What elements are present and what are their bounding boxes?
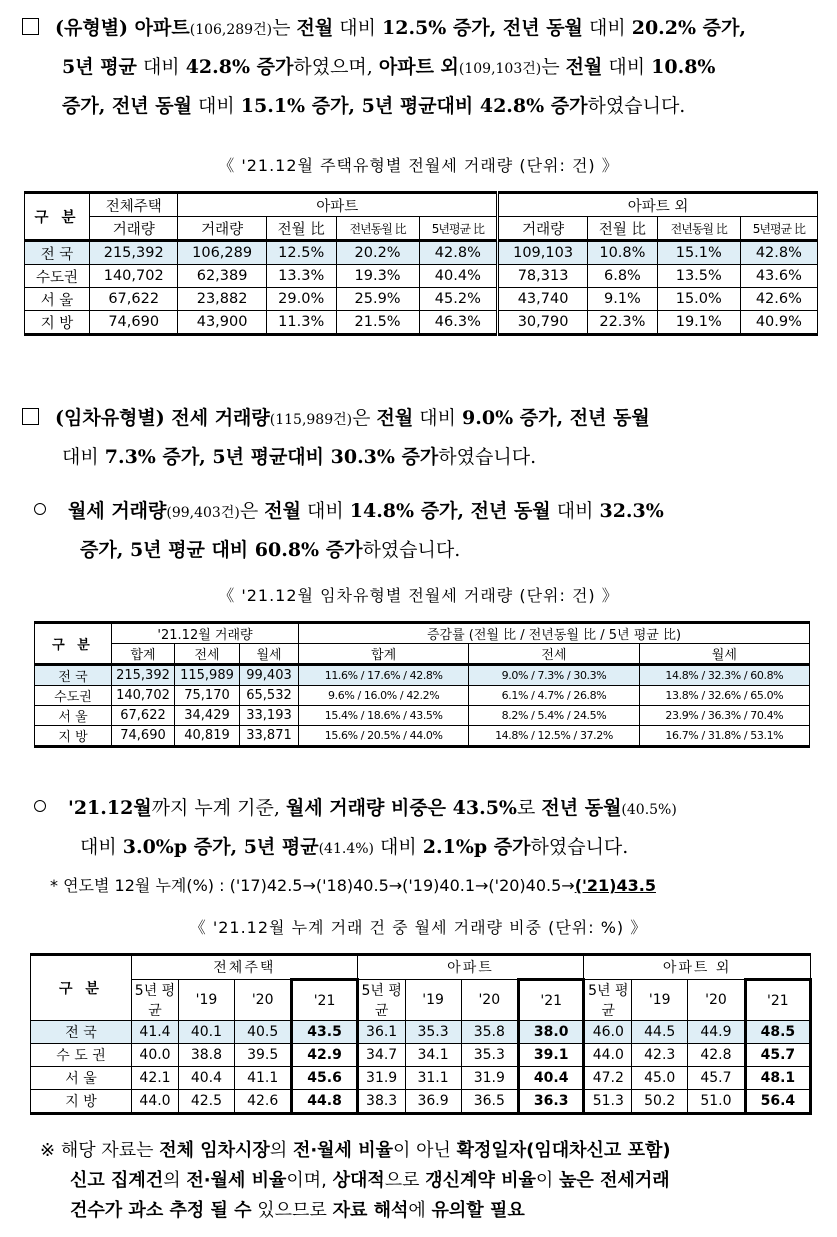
cell: 40,819: [175, 726, 240, 747]
header-period: '21.12월 거래량: [112, 623, 299, 644]
header-avg5: 5년평균 比: [740, 217, 817, 241]
table-row: [25, 311, 818, 335]
header-y21: '21: [745, 980, 810, 1021]
cell: 39.1: [519, 1044, 584, 1067]
table-row: [25, 288, 818, 311]
cell: 74,690: [112, 726, 175, 747]
row-label: 지 방: [25, 311, 90, 335]
cell: 35.8: [461, 1021, 519, 1044]
cell: 42.3: [632, 1044, 688, 1067]
cell: 31.9: [357, 1067, 405, 1090]
header-mom: 전월 比: [588, 217, 658, 241]
cell: 215,392: [90, 241, 178, 265]
cell: 42.8%: [419, 241, 498, 265]
table-row: [35, 706, 810, 726]
cell: 38.0: [519, 1021, 584, 1044]
row-label: 서 울: [31, 1067, 132, 1090]
header-wolse: 월세: [240, 644, 299, 665]
header-apt: 아파트: [178, 193, 498, 217]
cell: 40.9%: [740, 311, 817, 335]
header-y19: '19: [405, 980, 461, 1021]
cell: 75,170: [175, 686, 240, 706]
cell: 109,103: [498, 241, 588, 265]
cell: 46.0: [584, 1021, 632, 1044]
cell: 44.9: [688, 1021, 746, 1044]
cell: 43,740: [498, 288, 588, 311]
cell: 19.3%: [336, 265, 419, 288]
cell: 45.7: [745, 1044, 810, 1067]
cell: 19.1%: [657, 311, 740, 335]
header-avg5: 5년 평균: [584, 980, 632, 1021]
header-change: 증감률 (전월 比 / 전년동월 比 / 5년 평균 比): [299, 623, 810, 644]
cell: 36.3: [519, 1090, 584, 1114]
monthly-rent-share-table: [30, 953, 812, 1115]
cell: 43.5: [292, 1021, 357, 1044]
cell: 140,702: [90, 265, 178, 288]
cell: 48.1: [745, 1067, 810, 1090]
cell: 115,989: [175, 665, 240, 686]
cell: 34.1: [405, 1044, 461, 1067]
cell: 99,403: [240, 665, 299, 686]
cell: 35.3: [461, 1044, 519, 1067]
table-row: [35, 665, 810, 686]
cell: 15.1%: [657, 241, 740, 265]
row-label: 전 국: [25, 241, 90, 265]
table-row: [31, 1021, 811, 1044]
table-row: [35, 726, 810, 747]
cell: 42.1: [132, 1067, 179, 1090]
cell: 23,882: [178, 288, 266, 311]
housing-type-table: [24, 191, 818, 336]
cell: 45.2%: [419, 288, 498, 311]
paragraph-housing-type: (유형별) 아파트(106,289건)는 전월 대비 12.5% 증가, 전년 동월 대비 20.2% 증가, 5년 평균 대비 42.8% 증가하였으며, 아파트 외(109,103건)는 전월 대비 10.8% 증가, 전년 동월 대비 15.1% 증가, 5년 평균대비 42.8% 증가하였습니다.: [22, 10, 822, 125]
row-label: 수도권: [25, 265, 90, 288]
cell: 42.8%: [740, 241, 817, 265]
table-row: [35, 686, 810, 706]
cell: 43,900: [178, 311, 266, 335]
cell: 106,289: [178, 241, 266, 265]
cell: 42.9: [292, 1044, 357, 1067]
table-row: [31, 1090, 811, 1114]
cell: 15.0%: [657, 288, 740, 311]
cell: 21.5%: [336, 311, 419, 335]
table1-caption: 《 '21.12월 주택유형별 전월세 거래량 (단위: 건) 》: [218, 156, 619, 175]
table-row: [25, 265, 818, 288]
cell: 6.8%: [588, 265, 658, 288]
cell: 47.2: [584, 1067, 632, 1090]
cell: 30,790: [498, 311, 588, 335]
header-y20: '20: [688, 980, 746, 1021]
lease-type-table: [34, 621, 810, 748]
cell: 36.1: [357, 1021, 405, 1044]
cell: 62,389: [178, 265, 266, 288]
table2-caption: 《 '21.12월 임차유형별 전월세 거래량 (단위: 건) 》: [218, 586, 619, 605]
cell: 42.8: [688, 1044, 746, 1067]
cell: 41.4: [132, 1021, 179, 1044]
cell: 11.6% / 17.6% / 42.8%: [299, 665, 469, 686]
cell: 14.8% / 32.3% / 60.8%: [639, 665, 809, 686]
circle-bullet: [34, 503, 46, 515]
cell: 6.1% / 4.7% / 26.8%: [469, 686, 639, 706]
cell: 50.2: [632, 1090, 688, 1114]
cell: 36.5: [461, 1090, 519, 1114]
cell: 8.2% / 5.4% / 24.5%: [469, 706, 639, 726]
cell: 51.0: [688, 1090, 746, 1114]
cell: 13.8% / 32.6% / 65.0%: [639, 686, 809, 706]
header-y20: '20: [461, 980, 519, 1021]
cell: 40.0: [132, 1044, 179, 1067]
header-all-housing: 전체주택: [132, 955, 358, 980]
cell: 22.3%: [588, 311, 658, 335]
header-nonapt: 아파트 외: [584, 955, 811, 980]
checkbox-bullet: [22, 408, 39, 425]
table-row: [25, 241, 818, 265]
header-gubun: 구 분: [31, 955, 132, 1021]
cell: 29.0%: [266, 288, 336, 311]
row-label: 서 울: [25, 288, 90, 311]
cell: 38.8: [179, 1044, 235, 1067]
cell: 38.3: [357, 1090, 405, 1114]
header-jeonse: 전세: [469, 644, 639, 665]
header-avg5: 5년 평균: [357, 980, 405, 1021]
cell: 43.6%: [740, 265, 817, 288]
cell: 42.6: [234, 1090, 292, 1114]
cell: 67,622: [112, 706, 175, 726]
cell: 20.2%: [336, 241, 419, 265]
cell: 34,429: [175, 706, 240, 726]
cell: 13.3%: [266, 265, 336, 288]
cell: 31.1: [405, 1067, 461, 1090]
cell: 44.5: [632, 1021, 688, 1044]
cell: 67,622: [90, 288, 178, 311]
cell: 34.7: [357, 1044, 405, 1067]
header-sum: 합계: [299, 644, 469, 665]
checkbox-bullet: [22, 18, 39, 35]
cell: 40.4: [179, 1067, 235, 1090]
row-label: 수 도 권: [31, 1044, 132, 1067]
header-wolse: 월세: [639, 644, 809, 665]
table3-caption: 《 '21.12월 누계 거래 건 중 월세 거래량 비중 (단위: %) 》: [189, 918, 648, 937]
header-all-housing: 전체주택: [90, 193, 178, 217]
row-label: 지 방: [31, 1090, 132, 1114]
cell: 65,532: [240, 686, 299, 706]
header-y20: '20: [234, 980, 292, 1021]
cell: 12.5%: [266, 241, 336, 265]
paragraph-cumulative: '21.12월까지 누계 기준, 월세 거래량 비중은 43.5%로 전년 동월(40.5%) 대비 3.0%p 증가, 5년 평균(41.4%) 대비 2.1%p 증가하였습니다.: [22, 790, 822, 868]
cell: 9.0% / 7.3% / 30.3%: [469, 665, 639, 686]
cell: 36.9: [405, 1090, 461, 1114]
header-gubun: 구 분: [35, 623, 112, 665]
cell: 40.1: [179, 1021, 235, 1044]
header-y19: '19: [632, 980, 688, 1021]
cell: 40.5: [234, 1021, 292, 1044]
cell: 23.9% / 36.3% / 70.4%: [639, 706, 809, 726]
cell: 46.3%: [419, 311, 498, 335]
header-volume: 거래량: [90, 217, 178, 241]
paragraph-monthly-rent: 월세 거래량(99,403건)은 전월 대비 14.8% 증가, 전년 동월 대비 32.3% 증가, 5년 평균 대비 60.8% 증가하였습니다.: [22, 493, 822, 569]
cell: 11.3%: [266, 311, 336, 335]
cell: 42.6%: [740, 288, 817, 311]
cell: 44.8: [292, 1090, 357, 1114]
cell: 42.5: [179, 1090, 235, 1114]
cell: 51.3: [584, 1090, 632, 1114]
cell: 78,313: [498, 265, 588, 288]
cell: 10.8%: [588, 241, 658, 265]
circle-bullet: [34, 800, 46, 812]
header-gubun: 구 분: [25, 193, 90, 241]
header-avg5: 5년 평균: [132, 980, 179, 1021]
cell: 15.4% / 18.6% / 43.5%: [299, 706, 469, 726]
cell: 45.6: [292, 1067, 357, 1090]
cell: 40.4: [519, 1067, 584, 1090]
header-volume: 거래량: [178, 217, 266, 241]
table-row: [31, 1067, 811, 1090]
table-row: [31, 1044, 811, 1067]
row-label: 지 방: [35, 726, 112, 747]
cell: 16.7% / 31.8% / 53.1%: [639, 726, 809, 747]
header-y19: '19: [179, 980, 235, 1021]
cell: 35.3: [405, 1021, 461, 1044]
cell: 25.9%: [336, 288, 419, 311]
cell: 33,193: [240, 706, 299, 726]
cell: 39.5: [234, 1044, 292, 1067]
header-avg5: 5년평균 比: [419, 217, 498, 241]
cell: 56.4: [745, 1090, 810, 1114]
cell: 14.8% / 12.5% / 37.2%: [469, 726, 639, 747]
header-nonapt: 아파트 외: [498, 193, 818, 217]
cell: 44.0: [584, 1044, 632, 1067]
row-label: 전 국: [31, 1021, 132, 1044]
header-y21: '21: [292, 980, 357, 1021]
cell: 44.0: [132, 1090, 179, 1114]
cell: 215,392: [112, 665, 175, 686]
header-volume: 거래량: [498, 217, 588, 241]
header-jeonse: 전세: [175, 644, 240, 665]
header-apt: 아파트: [357, 955, 584, 980]
footnote-yearly: * 연도별 12월 누계(%) : ('17)42.5→('18)40.5→('19)40.1→('20)40.5→('21)43.5: [50, 876, 656, 895]
cell: 40.4%: [419, 265, 498, 288]
cell: 13.5%: [657, 265, 740, 288]
cell: 45.7: [688, 1067, 746, 1090]
header-yoy: 전년동월 比: [657, 217, 740, 241]
cell: 15.6% / 20.5% / 44.0%: [299, 726, 469, 747]
row-label: 수도권: [35, 686, 112, 706]
cell: 48.5: [745, 1021, 810, 1044]
row-label: 서 울: [35, 706, 112, 726]
disclaimer-note: ※ 해당 자료는 전체 임차시장의 전·월세 비율이 아닌 확정일자(임대차신고 포함) 신고 집계건의 전·월세 비율이며, 상대적으로 갱신계약 비율이 높은 전세거래 건수가 과소 추정 될 수 있으므로 자료 해석에 유의할 필요: [40, 1140, 671, 1221]
header-yoy: 전년동월 比: [336, 217, 419, 241]
cell: 74,690: [90, 311, 178, 335]
row-label: 전 국: [35, 665, 112, 686]
cell: 9.6% / 16.0% / 42.2%: [299, 686, 469, 706]
cell: 9.1%: [588, 288, 658, 311]
cell: 140,702: [112, 686, 175, 706]
header-sum: 합계: [112, 644, 175, 665]
header-y21: '21: [519, 980, 584, 1021]
cell: 31.9: [461, 1067, 519, 1090]
cell: 45.0: [632, 1067, 688, 1090]
paragraph-lease-type: (임차유형별) 전세 거래량(115,989건)은 전월 대비 9.0% 증가, 전년 동월 대비 7.3% 증가, 5년 평균대비 30.3% 증가하였습니다.: [22, 400, 822, 476]
cell: 33,871: [240, 726, 299, 747]
cell: 41.1: [234, 1067, 292, 1090]
header-mom: 전월 比: [266, 217, 336, 241]
